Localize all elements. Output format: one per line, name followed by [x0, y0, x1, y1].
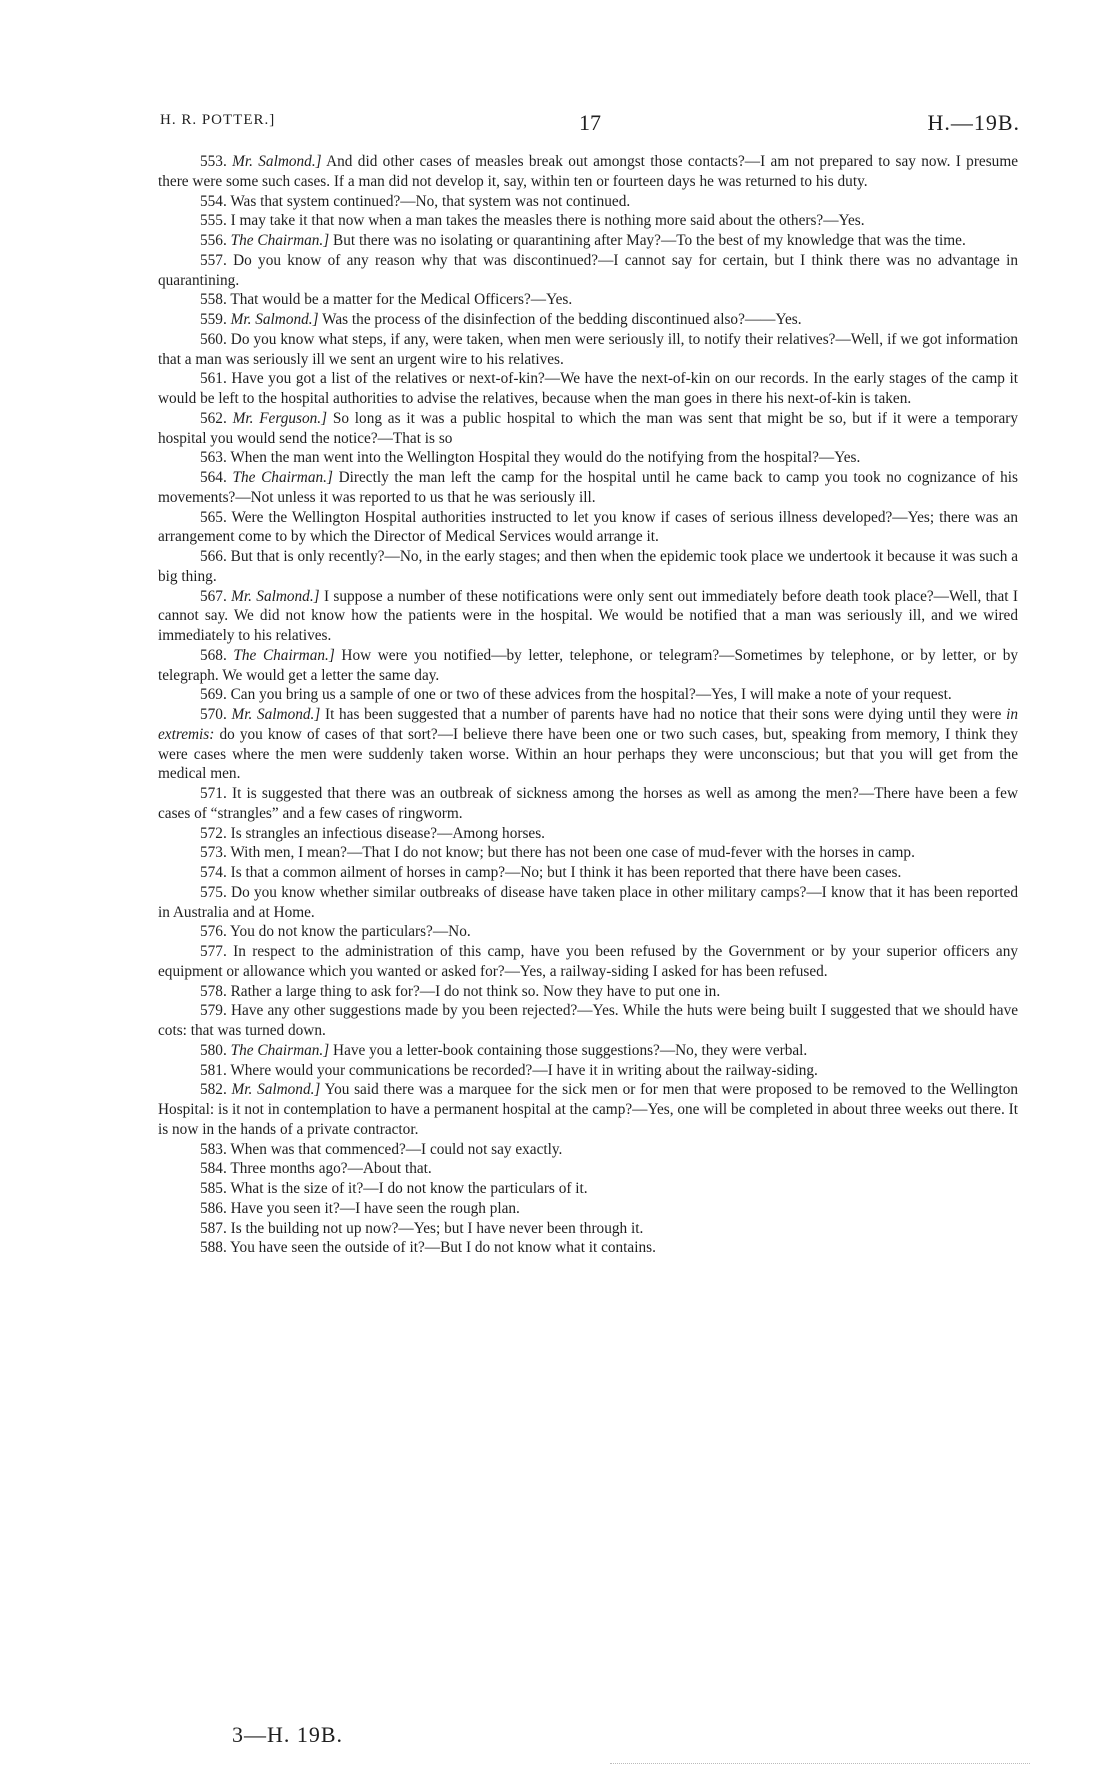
question-number: 572.: [200, 824, 227, 842]
question-number: 584.: [200, 1160, 227, 1178]
question-answer-text: What is the size of it?—I do not know the particulars of it.: [230, 1180, 588, 1197]
question-answer-text: And did other cases of measles break out amongst those contacts?—I am not prepared to say now. I presume there were some such cases. If a man did not develop it, say, within ten or fourteen days he was returned to his duty.: [158, 153, 1019, 190]
question-number: 567.: [200, 587, 227, 605]
question-number: 581.: [200, 1061, 227, 1079]
question-paragraph: [158, 152, 1018, 192]
question-paragraph: [158, 192, 1018, 212]
question-answer-text: So long as it was a public hospital to which the man was sent that might be so, but if it were a temporary hospital you would send the notice?—That is so: [158, 409, 1018, 447]
question-paragraph: [158, 310, 1018, 330]
footer-dotted-rule: [610, 1763, 1030, 1764]
question-answer-text: That would be a matter for the Medical Officers?—Yes.: [230, 291, 573, 309]
question-number: 575.: [200, 883, 227, 901]
emphasis-text: in extremis:: [158, 706, 1018, 743]
question-answer-text: Is the building not up now?—Yes; but I have never been through it.: [230, 1219, 644, 1237]
question-number: 573.: [200, 844, 227, 862]
header-paper-reference: H.—19B.: [927, 110, 1020, 135]
speaker-name: Mr. Salmond.]: [231, 706, 321, 723]
question-number: 586.: [200, 1199, 227, 1217]
question-paragraph: [158, 1140, 1018, 1160]
question-number: 563.: [200, 449, 227, 467]
question-answer-text: It is suggested that there was an outbreak of sickness among the horses as well as among the men?—There have been a few cases of “strangles” and a few cases of ringworm.: [158, 785, 1018, 822]
question-answer-text: When the man went into the Wellington Hospital they would do the notifying from the hospital?—Yes.: [230, 449, 861, 467]
speaker-name: Mr. Salmond.]: [232, 153, 322, 170]
question-answer-text: Were the Wellington Hospital authorities instructed to let you know if cases of serious illness developed?—Yes; there was an arrangement come to by which the Director of Medical Services would arrange it.: [158, 508, 1018, 546]
question-paragraph: [158, 468, 1018, 508]
question-number: 553.: [200, 153, 227, 170]
question-paragraph: [158, 369, 1018, 409]
question-paragraph: [158, 922, 1018, 942]
question-answer-text: Three months ago?—About that.: [230, 1160, 432, 1178]
question-answer-text: Can you bring us a sample of one or two of these advices from the hospital?—Yes, I will make a note of your request.: [230, 686, 952, 704]
speaker-name: The Chairman.]: [230, 232, 330, 249]
question-number: 557.: [200, 251, 227, 269]
question-paragraph: [158, 211, 1018, 231]
question-number: 555.: [200, 212, 227, 230]
evidence-text: [158, 152, 1018, 1258]
question-answer-text: Have you seen it?—I have seen the rough plan.: [230, 1199, 520, 1217]
question-answer-text: Have you got a list of the relatives or next-of-kin?—We have the next-of-kin on our records. In the early stages of the camp it would be left to the hospital authorities to advise the relatives, because when the man goes in there his next-of-kin is taken.: [158, 370, 1019, 407]
speaker-name: Mr. Ferguson.]: [232, 409, 328, 427]
speaker-name: The Chairman.]: [233, 646, 335, 664]
question-answer-text: With men, I mean?—That I do not know; but there has not been one case of mud-fever with the horses in camp.: [230, 844, 915, 862]
question-number: 585.: [200, 1180, 227, 1197]
question-number: 578.: [200, 982, 227, 1000]
question-number: 560.: [200, 330, 227, 348]
question-number: 558.: [200, 291, 227, 309]
question-paragraph: [158, 1199, 1018, 1219]
question-answer-text: Have you a letter-book containing those suggestions?—No, they were verbal.: [333, 1041, 808, 1059]
question-paragraph: [158, 824, 1018, 844]
question-answer-text: Was that system continued?—No, that system was not continued.: [230, 192, 631, 210]
question-paragraph: [158, 646, 1018, 686]
question-answer-text: I suppose a number of these notifications were only sent out immediately before death took place?—Well, that I cannot say. We did not know how the patients were in the hospital. We would be notified that a man was seriously ill, and we wired immediately to his relatives.: [158, 587, 1018, 644]
question-paragraph: [158, 448, 1018, 468]
question-paragraph: [158, 251, 1018, 291]
question-answer-text: Have any other suggestions made by you been rejected?—Yes. While the huts were being built I suggested that we should have cots: that was turned down.: [158, 1002, 1019, 1039]
question-number: 556.: [200, 232, 227, 249]
question-number: 562.: [200, 409, 227, 427]
question-answer-text: Rather a large thing to ask for?—I do not think so. Now they have to put one in.: [230, 982, 721, 1000]
question-answer-text: Do you know what steps, if any, were taken, when men were seriously ill, to notify their relatives?—Well, if we got information that a man was seriously ill we sent an urgent wire to his relatives.: [158, 330, 1018, 368]
question-number: 568.: [200, 646, 227, 664]
question-answer-text: Where would your communications be recorded?—I have it in writing about the railway-siding.: [230, 1061, 818, 1079]
question-number: 554.: [200, 192, 227, 210]
question-answer-text: Do you know of any reason why that was discontinued?—I cannot say for certain, but I think there was no advantage in quarantining.: [158, 251, 1018, 289]
question-number: 571.: [200, 785, 227, 802]
question-paragraph: [158, 409, 1018, 449]
question-paragraph: [158, 705, 1018, 784]
page-number: 17: [579, 110, 601, 135]
question-number: 565.: [200, 508, 227, 526]
question-paragraph: [158, 982, 1018, 1002]
speaker-name: Mr. Salmond.]: [231, 1081, 321, 1099]
question-paragraph: [158, 1179, 1018, 1199]
question-paragraph: [158, 784, 1018, 824]
question-number: 561.: [200, 370, 227, 388]
speaker-name: Mr. Salmond.]: [231, 587, 320, 605]
question-paragraph: [158, 1219, 1018, 1239]
question-answer-text: Do you know whether similar outbreaks of disease have taken place in other military camps?—I know that it has been reported in Australia and at Home.: [158, 883, 1018, 921]
question-text: It has been suggested that a number of parents have had no notice that their sons were dying until they were: [324, 706, 1002, 723]
page-header: [160, 110, 1020, 140]
question-paragraph: [158, 231, 1018, 251]
question-answer-text: Directly the man left the camp for the hospital until he came back to camp you took no cognizance of his movements?—Not unless it was reported to us that he was seriously ill.: [158, 469, 1019, 506]
question-number: 577.: [200, 943, 227, 960]
question-number: 576.: [200, 923, 227, 941]
question-answer-text: How were you notified—by letter, telephone, or telegram?—Sometimes by telephone, or by letter, or by telegraph. We would get a letter the same day.: [158, 646, 1018, 684]
question-paragraph: [158, 1080, 1018, 1139]
question-answer-text: When was that commenced?—I could not say exactly.: [230, 1140, 563, 1158]
question-number: 566.: [200, 548, 227, 565]
speaker-name: Mr. Salmond.]: [230, 311, 319, 328]
question-answer-text: But that is only recently?—No, in the early stages; and then when the epidemic took place we undertook it because it was such a big thing.: [158, 548, 1018, 585]
question-paragraph: [158, 290, 1018, 310]
question-paragraph: [158, 330, 1018, 370]
question-number: 574.: [200, 864, 227, 881]
question-answer-text: I may take it that now when a man takes the measles there is nothing more said about the others?—Yes.: [230, 212, 865, 230]
footer-signature: 3—H. 19B.: [232, 1722, 344, 1747]
question-number: 569.: [200, 686, 227, 704]
question-answer-text: You do not know the particulars?—No.: [230, 923, 471, 941]
question-answer-text: You have seen the outside of it?—But I do not know what it contains.: [230, 1239, 656, 1257]
question-number: 570.: [200, 706, 227, 723]
question-paragraph: [158, 547, 1018, 587]
question-paragraph: [158, 508, 1018, 548]
question-paragraph: [158, 685, 1018, 705]
question-number: 588.: [200, 1239, 227, 1257]
question-paragraph: [158, 587, 1018, 646]
header-witness-name: H. R. POTTER.]: [160, 112, 276, 128]
question-answer-text: Is strangles an infectious disease?—Among horses.: [230, 824, 545, 842]
question-number: 580.: [200, 1041, 227, 1059]
question-paragraph: [158, 1061, 1018, 1081]
question-paragraph: [158, 1041, 1018, 1061]
question-paragraph: [158, 863, 1018, 883]
question-number: 579.: [200, 1002, 227, 1020]
question-paragraph: [158, 883, 1018, 923]
question-answer-text: Was the process of the disinfection of the bedding discontinued also?——Yes.: [322, 311, 802, 328]
question-number: 582.: [200, 1081, 227, 1099]
question-number: 587.: [200, 1219, 227, 1237]
question-answer-text: Is that a common ailment of horses in camp?—No; but I think it has been reported that there have been cases.: [230, 864, 902, 881]
question-paragraph: [158, 1159, 1018, 1179]
question-answer-text: But there was no isolating or quarantining after May?—To the best of my knowledge that was the time.: [333, 232, 966, 249]
question-number: 564.: [200, 469, 227, 486]
question-answer-text: do you know of cases of that sort?—I believe there have been one or two such cases, but, speaking from memory, I think they were cases where the men were suddenly taken worse. Within an hour perhaps they were unconscious; but that you will get from the medical men.: [158, 725, 1018, 783]
question-paragraph: [158, 1238, 1018, 1258]
question-paragraph: [158, 843, 1018, 863]
question-paragraph: [158, 942, 1018, 982]
question-number: 559.: [200, 311, 227, 328]
question-answer-text: In respect to the administration of this camp, have you been refused by the Government or by your superior officers any equipment or allowance which you wanted or asked for?—Yes, a railway-siding I asked for has been refused.: [158, 943, 1018, 980]
question-answer-text: You said there was a marquee for the sick men or for men that were proposed to be removed to the Wellington Hospital: is it not in contemplation to have a permanent hospital at the camp?—Yes, one will be completed in about three weeks out there. It is now in the hands of a private contractor.: [158, 1081, 1019, 1138]
speaker-name: The Chairman.]: [232, 469, 333, 486]
question-paragraph: [158, 1001, 1018, 1041]
question-number: 583.: [200, 1140, 227, 1158]
speaker-name: The Chairman.]: [230, 1041, 330, 1059]
